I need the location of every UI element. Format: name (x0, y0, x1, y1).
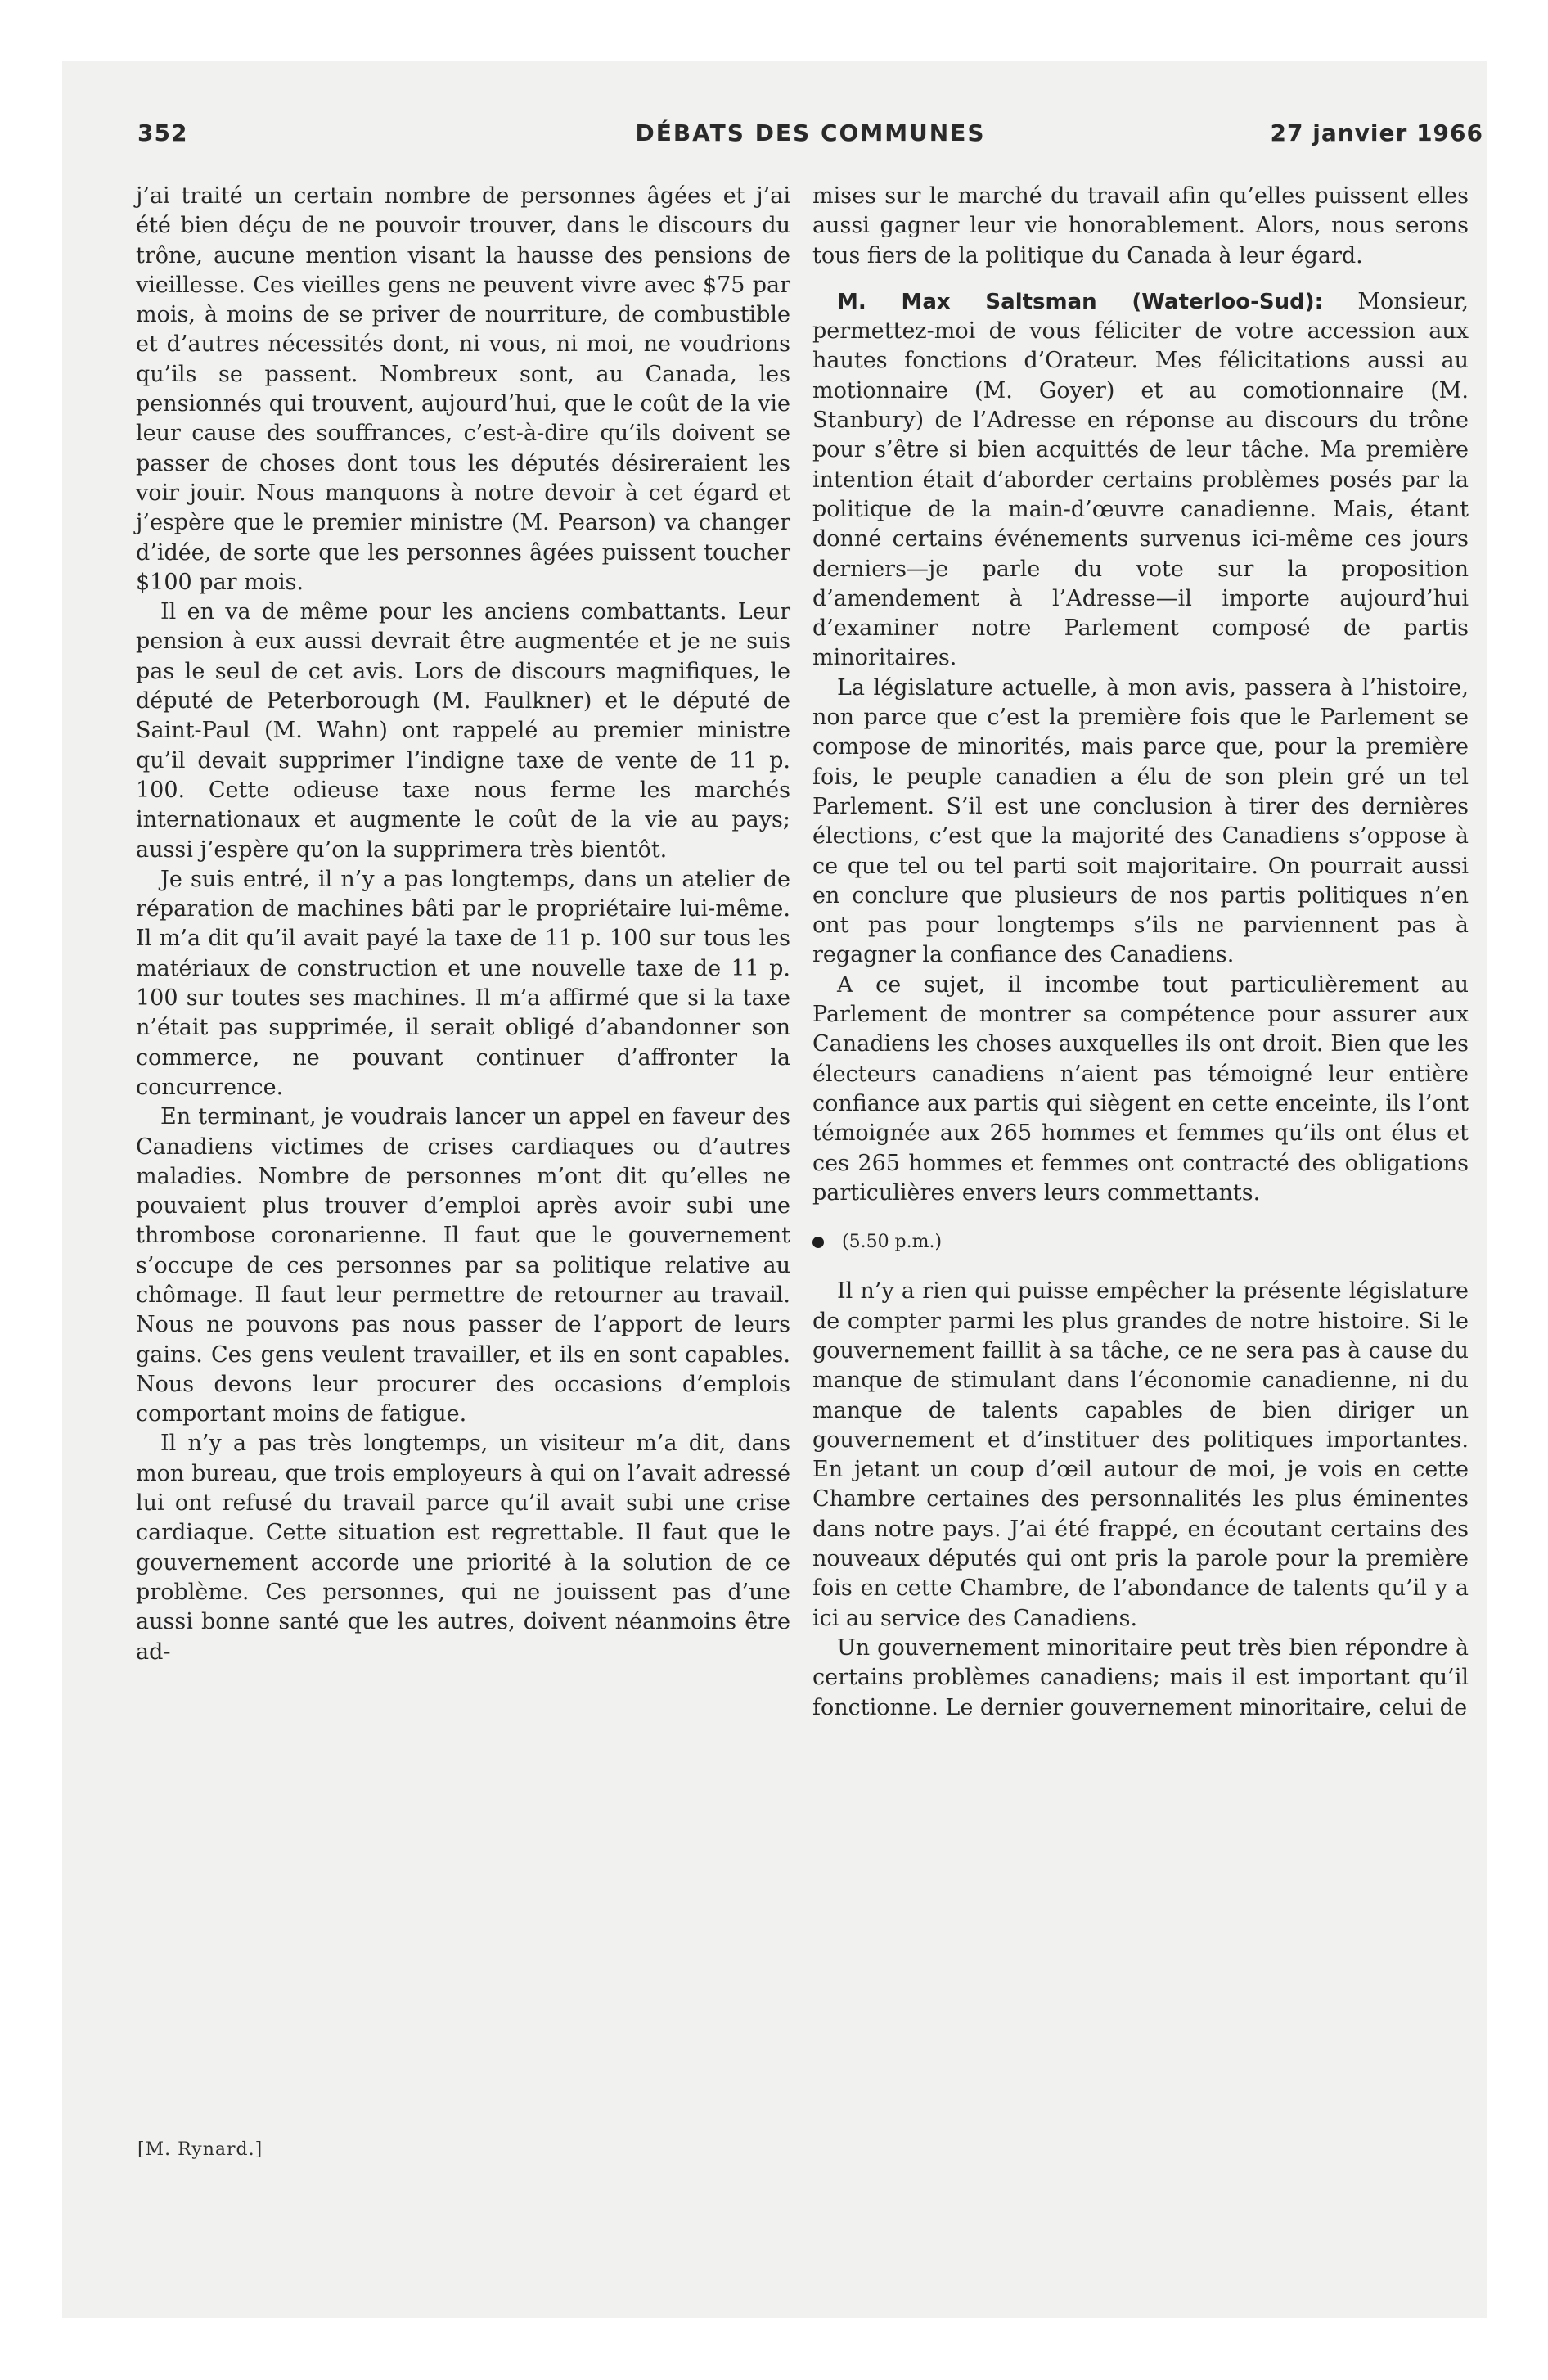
paragraph: A ce sujet, il incombe tout particulièrement au Parlement de montrer sa compétence pour assurer aux Canadiens les choses auxquelles ils ont droit. Bien que les électeurs canadiens n’aient pas témoigné leur entière confiance aux partis qui siègent en cette enceinte, ils l’ont témoignée aux 265 hommes et femmes qu’ils ont élus et ces 265 hommes et femmes ont contracté des obligations particulières envers leurs commettants. (812, 971, 1469, 1206)
right-column (812, 182, 1469, 1723)
page-date: 27 janvier 1966 (1270, 119, 1483, 146)
page-number: 352 (137, 119, 188, 146)
left-column (136, 182, 790, 1667)
paragraph: Je suis entré, il n’y a pas longtemps, dans un atelier de réparation de machines bâti par le propriétaire lui-même. Il m’a dit qu’il avait payé la taxe de 11 p. 100 sur tous les matériaux de construction et une nouvelle taxe de 11 p. 100 sur toutes ses machines. Il m’a affirmé que si la taxe n’était pas supprimée, il serait obligé d’abandonner son commerce, ne pouvant continuer d’affronter la concurrence. (136, 866, 790, 1100)
speech-text: Monsieur, permettez-moi de vous féliciter de votre accession aux hautes fonctions d’Orateur. Mes félicitations aussi au motionnaire (M. Goyer) et au comotionnaire (M. Stanbury) de l’Adresse en réponse au discours du trône pour s’être si bien acquittés de leur tâche. Ma première intention était d’aborder certains problèmes posés par la politique de la main-d’œuvre canadienne. Mais, étant donné certains événements survenus ici-même ces jours derniers—je parle du vote sur la proposition d’amendement à l’Adresse—il importe aujourd’hui d’examiner notre Parlement composé de partis minoritaires. (812, 288, 1469, 671)
paragraph: Il n’y a rien qui puisse empêcher la présente législature de compter parmi les plus grandes de notre histoire. Si le gouvernement faillit à sa tâche, ce ne sera pas à cause du manque de stimulant dans l’économie canadienne, ni du manque de talents capables de bien diriger un gouvernement et d’instituer des politiques importantes. En jetant un coup d’œil autour de moi, je vois en cette Chambre certaines des personnalités les plus éminentes dans notre pays. J’ai été frappé, en écoutant certains des nouveaux députés qui ont pris la parole pour la première fois en cette Chambre, de l’abondance de talents qu’il y a ici au service des Canadiens. (812, 1278, 1469, 1631)
paragraph: Il n’y a pas très longtemps, un visiteur m’a dit, dans mon bureau, que trois employeurs à qui on l’avait adressé lui ont refusé du travail parce qu’il avait subi une crise cardiaque. Cette situation est regrettable. Il faut que le gouvernement accorde une priorité à la solution de ce problème. Ces personnes, qui ne jouissent pas d’une aussi bonne santé que les autres, doivent néanmoins être ad- (136, 1431, 790, 1665)
page-header (137, 119, 1483, 152)
paragraph: Un gouvernement minoritaire peut très bien répondre à certains problèmes canadiens; mais il est important qu’il fonctionne. Le dernier gouvernement minoritaire, celui de (812, 1634, 1469, 1720)
paragraph: En terminant, je voudrais lancer un appel en faveur des Canadiens victimes de crises cardiaques ou d’autres maladies. Nombre de personnes m’ont dit qu’elles ne pouvaient plus trouver d’emploi après avoir subi une thrombose coronarienne. Il faut que le gouvernement s’occupe de ces personnes par sa politique relative au chômage. Il faut leur permettre de retourner au travail. Nous ne pouvons pas nous passer de l’apport de leurs gains. Ces gens veulent travailler, et ils en sont capables. Nous devons leur procurer des occasions d’emplois comportant moins de fatigue. (136, 1104, 790, 1427)
speech-paragraph (812, 287, 1469, 674)
speaker-name: M. Max Saltsman (Waterloo-Sud): (837, 289, 1324, 314)
timestamp: (5.50 p.m.) (842, 1232, 943, 1253)
time-marker (812, 1228, 1469, 1257)
paragraph: j’ai traité un certain nombre de personnes âgées et j’ai été bien déçu de ne pouvoir trouver, dans le discours du trône, aucune mention visant la hausse des pensions de vieillesse. Ces vieilles gens ne peuvent vivre avec $75 par mois, à moins de se priver de nourriture, de combustible et d’autres nécessités dont, ni vous, ni moi, ne voudrions qu’ils se passent. Nombreux sont, au Canada, les pensionnés qui trouvent, aujourd’hui, que le coût de la vie leur cause des souffrances, c’est-à-dire qu’ils doivent se passer de choses dont tous les députés désireraient les voir jouir. Nous manquons à notre devoir à cet égard et j’espère que le premier ministre (M. Pearson) va changer d’idée, de sorte que les personnes âgées puissent toucher $100 par mois. (136, 183, 790, 595)
page-title: DÉBATS DES COMMUNES (635, 119, 986, 146)
paragraph: La législature actuelle, à mon avis, passera à l’histoire, non parce que c’est la première fois que le Parlement se compose de minorités, mais parce que, pour la première fois, le peuple canadien a élu de son plein gré un tel Parlement. S’il est une conclusion à tirer des dernières élections, c’est que la majorité des Canadiens s’oppose à ce que tel ou tel parti soit majoritaire. On pourrait aussi en conclure que plusieurs de nos partis politiques n’en ont pas pour longtemps s’ils ne parviennent pas à regagner la confiance des Canadiens. (812, 674, 1469, 968)
speaker-footer: [M. Rynard.] (137, 2139, 263, 2160)
paragraph: mises sur le marché du travail afin qu’elles puissent elles aussi gagner leur vie honorablement. Alors, nous serons tous fiers de la politique du Canada à leur égard. (812, 183, 1469, 268)
bullet-icon (812, 1237, 824, 1248)
paragraph: Il en va de même pour les anciens combattants. Leur pension à eux aussi devrait être augmentée et je ne suis pas le seul de cet avis. Lors de discours magnifiques, le député de Peterborough (M. Faulkner) et le député de Saint-Paul (M. Wahn) ont rappelé au premier ministre qu’il devait supprimer l’indigne taxe de vente de 11 p. 100. Cette odieuse taxe nous ferme les marchés internationaux et augmente le coût de la vie au pays; aussi j’espère qu’on la supprimera très bientôt. (136, 599, 790, 863)
